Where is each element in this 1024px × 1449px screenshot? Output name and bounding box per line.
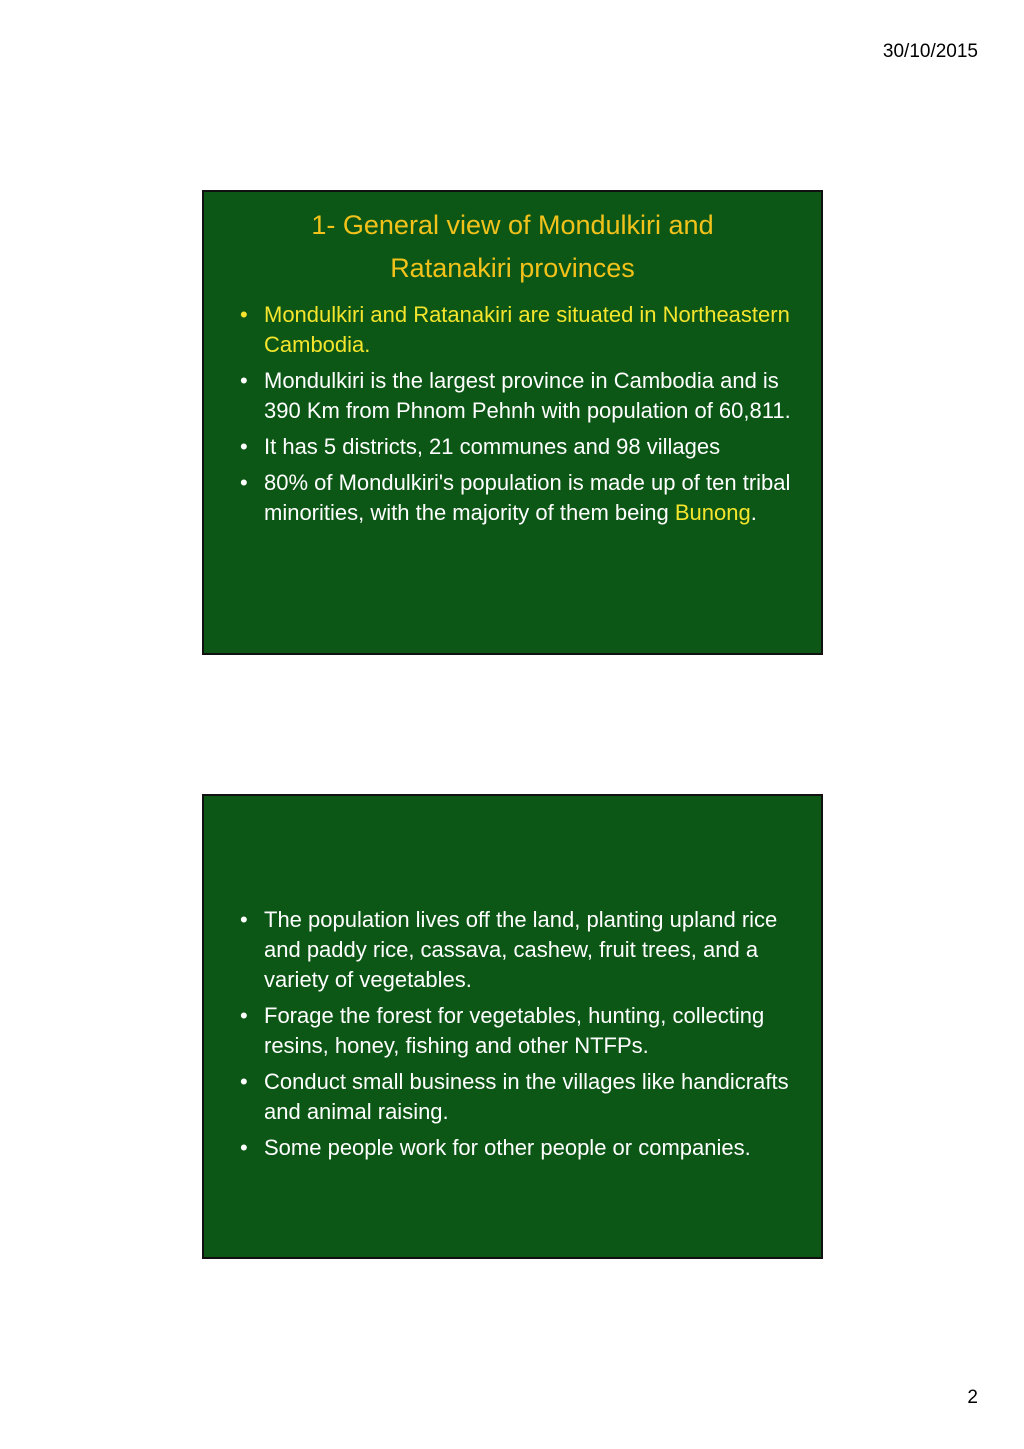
bullet-icon: • — [240, 470, 248, 495]
bullet-text: Mondulkiri is the largest province in Cambodia and is 390 Km from Phnom Pehnh with population of 60,811. — [264, 368, 791, 423]
slide-title-line-1: 1- General view of Mondulkiri and — [311, 210, 714, 240]
bullet-item-forage — [240, 1001, 791, 1061]
slide-title — [204, 192, 821, 290]
page-date: 30/10/2015 — [882, 41, 978, 62]
bullet-item-districts — [240, 432, 791, 462]
bullet-text: Mondulkiri and Ratanakiri are situated in Northeastern Cambodia. — [264, 302, 790, 357]
bullet-item-employment — [240, 1133, 791, 1163]
bullet-list — [204, 905, 821, 1163]
bullet-item-largest-province — [240, 366, 791, 426]
bullet-icon: • — [240, 907, 248, 932]
slide-livelihoods — [202, 794, 823, 1259]
bullet-text: Forage the forest for vegetables, hunting, collecting resins, honey, fishing and other NTFPs. — [264, 1003, 765, 1058]
bullet-text-part: 80% of Mondulkiri's population is made up of ten tribal minorities, with the majority of them being — [264, 470, 791, 525]
slide-title-line-2: Ratanakiri provinces — [390, 253, 635, 283]
bullet-text — [264, 470, 790, 525]
bullet-text: Some people work for other people or companies. — [264, 1135, 751, 1160]
bullet-icon: • — [240, 434, 248, 459]
bullet-text-part: . — [750, 500, 757, 525]
bullet-item-business — [240, 1067, 791, 1127]
bullet-text: Conduct small business in the villages like handicrafts and animal raising. — [264, 1069, 789, 1124]
bullet-icon: • — [240, 1135, 248, 1160]
bullet-icon: • — [240, 368, 248, 393]
bullet-icon: • — [240, 1003, 248, 1028]
bullet-item-location — [240, 300, 791, 360]
bullet-icon: • — [240, 302, 248, 327]
slide-general-view — [202, 190, 823, 655]
bullet-list — [204, 300, 821, 528]
bullet-item-tribal-minorities — [240, 468, 791, 528]
page-number: 2 — [967, 1387, 978, 1408]
bullet-text: The population lives off the land, planting upland rice and paddy rice, cassava, cashew, fruit trees, and a variety of vegetables. — [264, 907, 778, 992]
bullet-text: It has 5 districts, 21 communes and 98 villages — [264, 434, 721, 459]
bullet-icon: • — [240, 1069, 248, 1094]
highlight-term: Bunong — [674, 500, 751, 525]
bullet-item-farming — [240, 905, 791, 995]
